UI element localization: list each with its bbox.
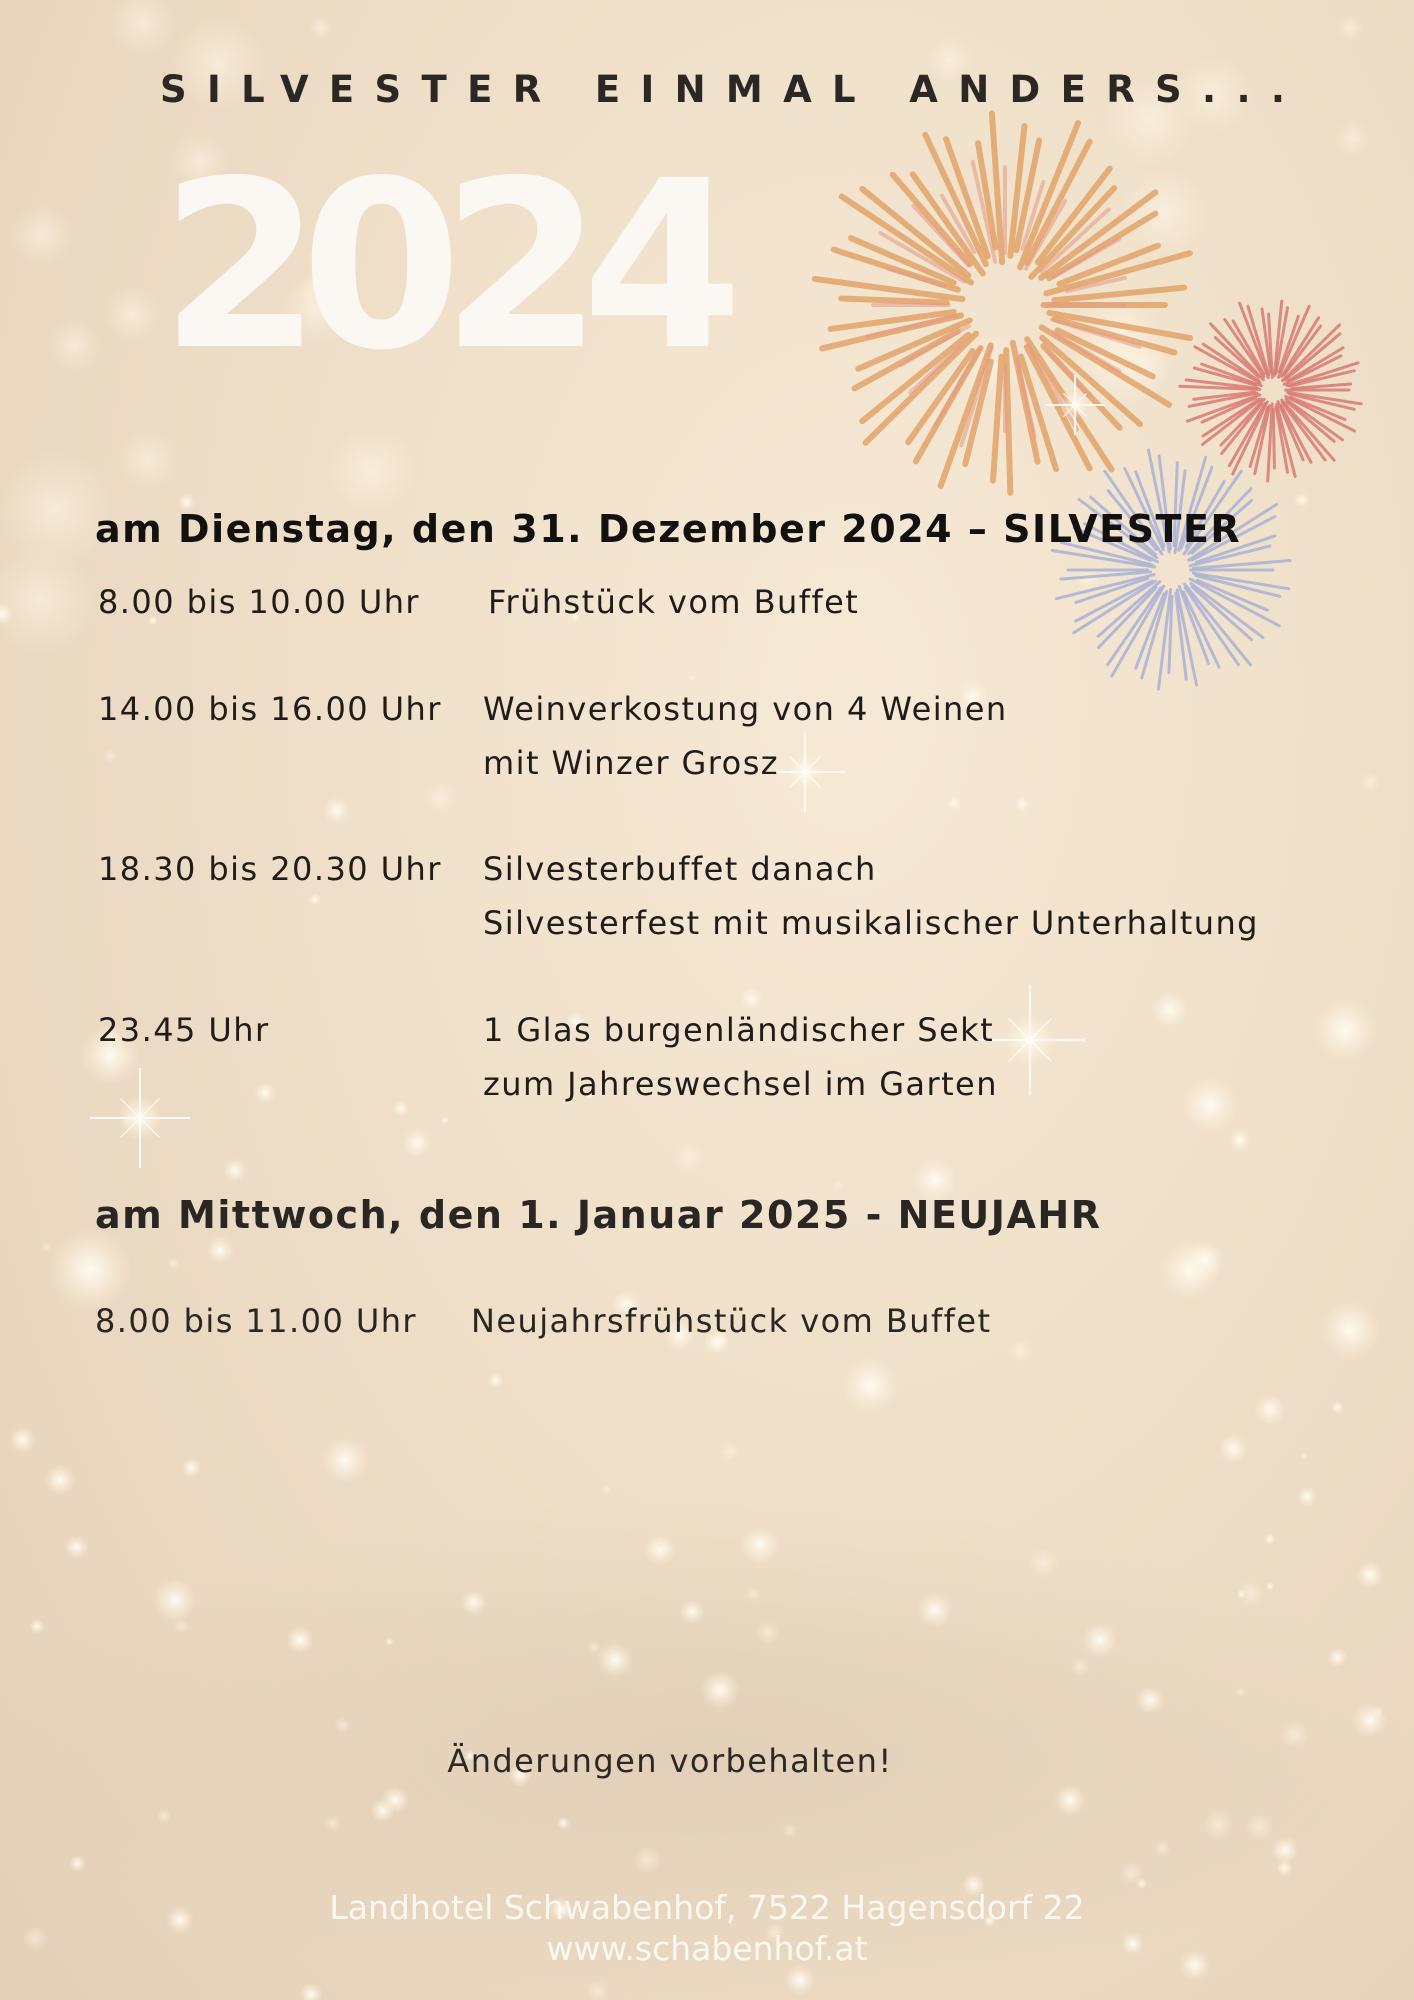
bokeh-light xyxy=(1352,1702,1388,1738)
bokeh-light xyxy=(1335,121,1371,157)
bokeh-light xyxy=(1294,493,1309,508)
bokeh-light xyxy=(556,1817,570,1831)
bokeh-light xyxy=(700,1670,740,1710)
bokeh-light xyxy=(688,674,696,682)
bokeh-light xyxy=(103,749,118,764)
bokeh-light xyxy=(286,1626,314,1654)
schedule-line: Silvesterfest mit musikalischer Unterhaltung xyxy=(483,904,1259,942)
bokeh-light xyxy=(720,1441,740,1461)
bokeh-light xyxy=(206,1236,234,1264)
bokeh-light xyxy=(1297,1486,1317,1506)
bokeh-light xyxy=(402,1127,432,1157)
bokeh-light xyxy=(107,0,176,57)
bokeh-light xyxy=(1120,1862,1143,1885)
bokeh-light xyxy=(1136,1686,1164,1714)
bokeh-light xyxy=(1266,1582,1275,1591)
firework-red xyxy=(1180,301,1361,481)
schedule-line: Neujahrsfrühstück vom Buffet xyxy=(471,1302,992,1340)
schedule-line: zum Jahreswechsel im Garten xyxy=(483,1065,998,1103)
bokeh-light xyxy=(326,426,416,516)
bokeh-light xyxy=(166,1257,179,1270)
bokeh-light xyxy=(917,1592,953,1628)
bokeh-light xyxy=(1337,15,1363,41)
bokeh-light xyxy=(1372,1706,1384,1718)
schedule-line: Frühstück vom Buffet xyxy=(488,583,860,621)
tagline: SILVESTER EINMAL ANDERS... xyxy=(160,68,1306,111)
bokeh-light xyxy=(755,1620,779,1644)
bokeh-light xyxy=(680,1599,705,1624)
schedule-time: 18.30 bis 20.30 Uhr xyxy=(98,850,442,888)
bokeh-light xyxy=(1015,797,1030,812)
bokeh-light xyxy=(633,1845,662,1874)
bokeh-light xyxy=(29,1619,44,1634)
bokeh-light xyxy=(441,1116,449,1124)
schedule-description xyxy=(488,575,859,629)
bokeh-light xyxy=(10,203,75,268)
bokeh-light xyxy=(118,430,178,490)
bokeh-light xyxy=(223,1158,247,1182)
bokeh-light xyxy=(425,782,457,814)
bokeh-light xyxy=(488,1372,504,1388)
bokeh-light xyxy=(602,1484,612,1494)
bokeh-light xyxy=(1218,1434,1248,1464)
bokeh-light xyxy=(1359,771,1381,793)
schedule-time: 14.00 bis 16.00 Uhr xyxy=(98,690,442,728)
bokeh-light xyxy=(1331,1401,1344,1414)
bokeh-light xyxy=(48,319,101,372)
schedule-description xyxy=(483,682,1008,790)
bokeh-light xyxy=(1356,1561,1384,1589)
firework-ray xyxy=(1273,409,1274,468)
year-title: 2024 xyxy=(160,131,723,401)
bokeh-light xyxy=(597,1642,633,1678)
bokeh-light xyxy=(833,1180,844,1191)
bokeh-light xyxy=(782,1822,798,1838)
schedule-line: 1 Glas burgenländischer Sekt xyxy=(483,1011,995,1049)
schedule-description xyxy=(483,842,1259,950)
bokeh-light xyxy=(69,1855,86,1872)
bokeh-light xyxy=(254,1082,276,1104)
bokeh-light xyxy=(1276,1860,1293,1877)
bokeh-light xyxy=(153,1578,197,1622)
bokeh-light xyxy=(44,1464,76,1496)
bokeh-light xyxy=(324,1815,341,1832)
bokeh-light xyxy=(461,1590,486,1615)
firework-large xyxy=(815,113,1190,492)
bokeh-light xyxy=(104,286,161,343)
firework-blue xyxy=(1052,450,1290,689)
fireworks-illustration xyxy=(815,113,1361,689)
bokeh-light xyxy=(1313,998,1377,1062)
bokeh-light xyxy=(64,1535,88,1559)
footer-website[interactable]: www.schabenhof.at xyxy=(546,1929,868,1968)
bokeh-light xyxy=(784,1964,816,1996)
schedule-description xyxy=(471,1294,991,1348)
schedule-time: 8.00 bis 11.00 Uhr xyxy=(95,1302,418,1340)
bokeh-light xyxy=(323,797,350,824)
bokeh-light xyxy=(1263,1533,1275,1545)
schedule-line: mit Winzer Grosz xyxy=(483,744,780,782)
bokeh-light xyxy=(309,16,333,40)
schedule-line: Weinverkostung von 4 Weinen xyxy=(483,690,1008,728)
footer-address: Landhotel Schwabenhof, 7522 Hagensdorf 22 xyxy=(329,1888,1085,1927)
bokeh-light xyxy=(1071,1657,1089,1675)
bokeh-light xyxy=(1152,992,1188,1028)
bokeh-light xyxy=(1245,1812,1274,1841)
bokeh-light xyxy=(321,1436,369,1484)
bokeh-light xyxy=(1202,1809,1234,1841)
bokeh-light xyxy=(1154,1840,1170,1856)
bokeh-light xyxy=(173,1619,189,1635)
bokeh-light xyxy=(1009,1339,1033,1363)
firework-ray xyxy=(841,298,947,302)
bokeh-light xyxy=(586,1640,600,1654)
bokeh-light xyxy=(393,1100,410,1117)
bokeh-light xyxy=(673,1142,704,1173)
bokeh-light xyxy=(1237,1579,1265,1607)
bokeh-light xyxy=(842,1357,898,1413)
schedule-description xyxy=(483,1003,998,1111)
bokeh-light xyxy=(1182,1077,1238,1133)
bokeh-light xyxy=(156,1808,171,1823)
bokeh-light xyxy=(1254,1394,1286,1426)
bokeh-light xyxy=(41,1242,52,1253)
day-heading-silvester: am Dienstag, den 31. Dezember 2024 – SILVESTER xyxy=(95,507,1242,551)
schedule-line: Silvesterbuffet danach xyxy=(483,850,877,888)
bokeh-light xyxy=(334,1717,351,1734)
bokeh-light xyxy=(644,1534,676,1566)
bokeh-light xyxy=(740,1525,780,1565)
bokeh-light xyxy=(370,1798,394,1822)
disclaimer-note: Änderungen vorbehalten! xyxy=(447,1742,893,1780)
bokeh-light xyxy=(9,1426,36,1453)
bokeh-light xyxy=(947,796,961,810)
bokeh-light xyxy=(1185,1240,1225,1280)
bokeh-light xyxy=(745,1586,761,1602)
bokeh-light xyxy=(1236,1687,1247,1698)
bokeh-light xyxy=(385,1638,393,1646)
bokeh-light xyxy=(1300,1451,1309,1460)
day-heading-neujahr: am Mittwoch, den 1. Januar 2025 - NEUJAHR xyxy=(95,1193,1102,1237)
bokeh-light xyxy=(1228,1128,1252,1152)
bokeh-light xyxy=(1028,1547,1059,1578)
bokeh-light xyxy=(181,1458,201,1478)
bokeh-light xyxy=(1054,1784,1086,1816)
bokeh-light xyxy=(1082,1622,1118,1658)
bokeh-light xyxy=(1320,1300,1380,1360)
schedule-time: 8.00 bis 10.00 Uhr xyxy=(98,583,421,621)
bokeh-light xyxy=(1328,1647,1348,1667)
schedule-time: 23.45 Uhr xyxy=(98,1011,270,1049)
